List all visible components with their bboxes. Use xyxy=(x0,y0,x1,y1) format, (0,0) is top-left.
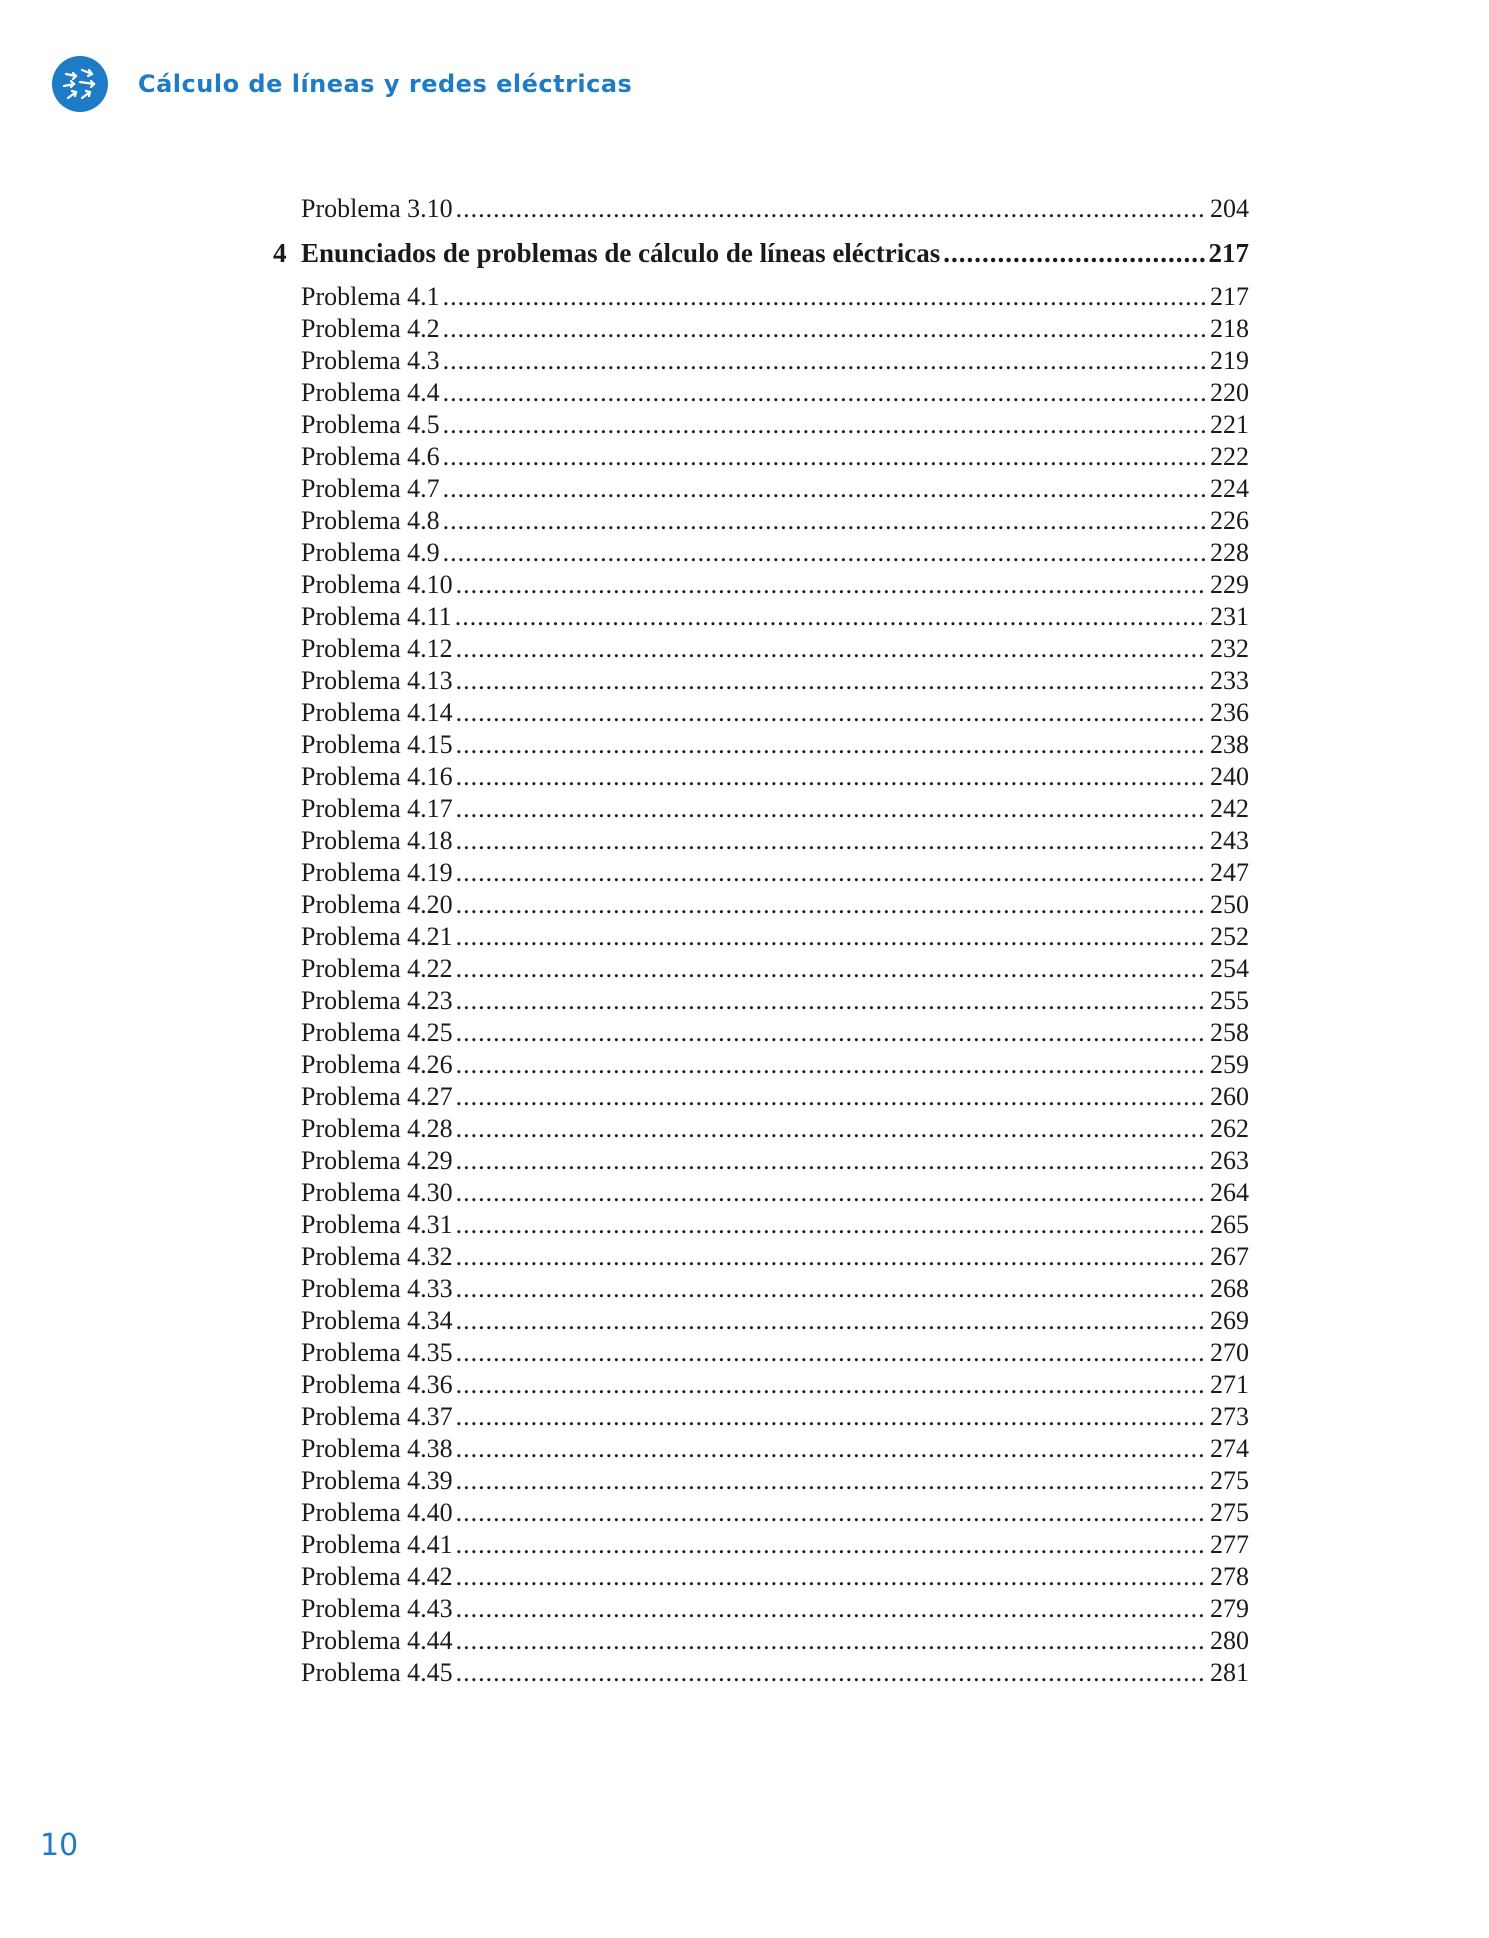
toc-entry-page: 269 xyxy=(1210,1306,1249,1335)
dot-leader xyxy=(456,1625,1207,1657)
dot-leader xyxy=(456,1081,1207,1113)
toc-entry-page: 228 xyxy=(1210,538,1249,567)
toc-entry[interactable] xyxy=(301,1049,1249,1081)
dot-leader xyxy=(443,473,1207,505)
toc-entry[interactable] xyxy=(301,1145,1249,1177)
toc-entry[interactable] xyxy=(301,1337,1249,1369)
toc-entry-label: Problema 4.26 xyxy=(301,1050,453,1079)
dot-leader xyxy=(943,235,1205,271)
toc-entry[interactable] xyxy=(301,409,1249,441)
toc-entry-page: 218 xyxy=(1210,314,1249,343)
toc-entry-label: Problema 4.29 xyxy=(301,1146,453,1175)
toc-entry-label: Problema 4.45 xyxy=(301,1658,453,1687)
toc-entry-label: Problema 4.21 xyxy=(301,922,453,951)
toc-entry[interactable] xyxy=(301,1497,1249,1529)
network-arrows-icon xyxy=(52,56,108,112)
toc-entry[interactable] xyxy=(301,1593,1249,1625)
toc-entry-label: Problema 4.28 xyxy=(301,1114,453,1143)
dot-leader xyxy=(456,569,1207,601)
toc-entry[interactable] xyxy=(301,1273,1249,1305)
toc-entry-page: 262 xyxy=(1210,1114,1249,1143)
toc-entry-label: Problema 4.2 xyxy=(301,314,440,343)
toc-entry-page: 231 xyxy=(1210,602,1249,631)
page-header xyxy=(52,56,632,112)
dot-leader xyxy=(455,601,1207,633)
toc-entry-page: 267 xyxy=(1210,1242,1249,1271)
dot-leader xyxy=(456,1017,1207,1049)
dot-leader xyxy=(456,825,1207,857)
toc-entry[interactable] xyxy=(301,1177,1249,1209)
toc-entry-page: 250 xyxy=(1210,890,1249,919)
dot-leader xyxy=(443,505,1207,537)
toc-entry[interactable] xyxy=(301,889,1249,921)
dot-leader xyxy=(443,377,1207,409)
toc-entry[interactable] xyxy=(301,1561,1249,1593)
chapter-page: 217 xyxy=(1208,238,1249,268)
dot-leader xyxy=(456,1593,1207,1625)
toc-entry[interactable] xyxy=(301,665,1249,697)
dot-leader xyxy=(456,1049,1207,1081)
toc-entry-label: Problema 4.38 xyxy=(301,1434,453,1463)
toc-entry-label: Problema 4.15 xyxy=(301,730,453,759)
toc-entry-label: Problema 4.25 xyxy=(301,1018,453,1047)
toc-entry-page: 252 xyxy=(1210,922,1249,951)
toc-entry[interactable] xyxy=(301,193,1249,225)
toc-entry-label: Problema 4.10 xyxy=(301,570,453,599)
dot-leader xyxy=(456,1433,1207,1465)
toc-entry-page: 232 xyxy=(1210,634,1249,663)
toc-entry-page: 233 xyxy=(1210,666,1249,695)
toc-entry[interactable] xyxy=(301,377,1249,409)
toc-entry-page: 219 xyxy=(1210,346,1249,375)
dot-leader xyxy=(456,1273,1207,1305)
toc-entry-label: Problema 3.10 xyxy=(301,194,453,223)
toc-entry-page: 255 xyxy=(1210,986,1249,1015)
toc-entry-label: Problema 4.6 xyxy=(301,442,440,471)
toc-entry-label: Problema 4.36 xyxy=(301,1370,453,1399)
toc-entry-label: Problema 4.8 xyxy=(301,506,440,535)
toc-entry-label: Problema 4.20 xyxy=(301,890,453,919)
toc-entry-page: 220 xyxy=(1210,378,1249,407)
toc-entry-page: 258 xyxy=(1210,1018,1249,1047)
toc-entry-page: 222 xyxy=(1210,442,1249,471)
toc-entry[interactable] xyxy=(301,697,1249,729)
toc-entry[interactable] xyxy=(301,1113,1249,1145)
toc-entry-page: 274 xyxy=(1210,1434,1249,1463)
toc-entry-label: Problema 4.5 xyxy=(301,410,440,439)
dot-leader xyxy=(456,1241,1207,1273)
header-title: Cálculo de líneas y redes eléctricas xyxy=(138,70,633,98)
toc-entry-page: 278 xyxy=(1210,1562,1249,1591)
toc-entry-label: Problema 4.4 xyxy=(301,378,440,407)
dot-leader xyxy=(443,345,1207,377)
toc-entry[interactable] xyxy=(301,985,1249,1017)
dot-leader xyxy=(456,1401,1207,1433)
toc-entry-page: 277 xyxy=(1210,1530,1249,1559)
toc-entry-page: 263 xyxy=(1210,1146,1249,1175)
toc-entry-page: 229 xyxy=(1210,570,1249,599)
toc-entry[interactable] xyxy=(301,281,1249,313)
toc-entry-label: Problema 4.3 xyxy=(301,346,440,375)
dot-leader xyxy=(456,1113,1207,1145)
dot-leader xyxy=(456,921,1207,953)
dot-leader xyxy=(456,1657,1207,1689)
toc-entry-label: Problema 4.41 xyxy=(301,1530,453,1559)
toc-entry[interactable] xyxy=(301,441,1249,473)
dot-leader xyxy=(443,537,1207,569)
dot-leader xyxy=(456,729,1207,761)
dot-leader xyxy=(456,889,1207,921)
toc-entry-page: 273 xyxy=(1210,1402,1249,1431)
toc-entry-page: 217 xyxy=(1210,282,1249,311)
toc-entry-page: 238 xyxy=(1210,730,1249,759)
dot-leader xyxy=(443,281,1207,313)
toc-entry-label: Problema 4.9 xyxy=(301,538,440,567)
toc-entry-page: 259 xyxy=(1210,1050,1249,1079)
toc-entry[interactable] xyxy=(301,1369,1249,1401)
toc-entry-label: Problema 4.27 xyxy=(301,1082,453,1111)
toc-entry[interactable] xyxy=(301,1625,1249,1657)
toc-entry-page: 221 xyxy=(1210,410,1249,439)
toc-entry[interactable] xyxy=(301,761,1249,793)
toc-entry[interactable] xyxy=(301,1465,1249,1497)
toc-entry-label: Problema 4.13 xyxy=(301,666,453,695)
toc-entry[interactable] xyxy=(301,505,1249,537)
toc-entry[interactable] xyxy=(301,1209,1249,1241)
toc-entry-page: 279 xyxy=(1210,1594,1249,1623)
toc-entry-page: 281 xyxy=(1210,1658,1249,1687)
toc-entry-label: Problema 4.18 xyxy=(301,826,453,855)
dot-leader xyxy=(456,1465,1207,1497)
toc-entry-label: Problema 4.1 xyxy=(301,282,440,311)
dot-leader xyxy=(456,1497,1207,1529)
dot-leader xyxy=(456,193,1207,225)
toc-entry-label: Problema 4.16 xyxy=(301,762,453,791)
toc-entry-page: 242 xyxy=(1210,794,1249,823)
chapter-number: 4 xyxy=(273,238,287,268)
toc-entry-page: 254 xyxy=(1210,954,1249,983)
toc-entry-page: 226 xyxy=(1210,506,1249,535)
toc-entry[interactable] xyxy=(301,1433,1249,1465)
toc-entry-page: 280 xyxy=(1210,1626,1249,1655)
toc-entry[interactable] xyxy=(301,825,1249,857)
dot-leader xyxy=(456,793,1207,825)
toc-entry-label: Problema 4.44 xyxy=(301,1626,453,1655)
toc-entry-label: Problema 4.42 xyxy=(301,1562,453,1591)
dot-leader xyxy=(456,1209,1207,1241)
toc-entry-label: Problema 4.43 xyxy=(301,1594,453,1623)
toc-chapter-entry[interactable] xyxy=(273,235,1249,271)
toc-entry[interactable] xyxy=(301,729,1249,761)
toc-entry[interactable] xyxy=(301,601,1249,633)
dot-leader xyxy=(456,857,1207,889)
dot-leader xyxy=(456,633,1207,665)
toc-entry-page: 264 xyxy=(1210,1178,1249,1207)
toc-entry[interactable] xyxy=(301,633,1249,665)
toc-entry-label: Problema 4.30 xyxy=(301,1178,453,1207)
dot-leader xyxy=(443,441,1207,473)
toc-entry-page: 275 xyxy=(1210,1498,1249,1527)
toc-entry-list xyxy=(273,281,1249,1689)
toc-entry-page: 268 xyxy=(1210,1274,1249,1303)
toc-entry-page: 265 xyxy=(1210,1210,1249,1239)
toc-entry-label: Problema 4.37 xyxy=(301,1402,453,1431)
toc-entry[interactable] xyxy=(301,1657,1249,1689)
dot-leader xyxy=(456,953,1207,985)
dot-leader xyxy=(443,313,1207,345)
toc-entry-label: Problema 4.22 xyxy=(301,954,453,983)
dot-leader xyxy=(456,1369,1207,1401)
toc-entry-label: Problema 4.40 xyxy=(301,1498,453,1527)
dot-leader xyxy=(443,409,1207,441)
table-of-contents xyxy=(273,193,1249,1689)
toc-entry[interactable] xyxy=(301,1529,1249,1561)
toc-entry-page: 224 xyxy=(1210,474,1249,503)
toc-entry[interactable] xyxy=(301,569,1249,601)
toc-entry[interactable] xyxy=(301,313,1249,345)
dot-leader xyxy=(456,1145,1207,1177)
toc-entry-label: Problema 4.11 xyxy=(301,602,452,631)
toc-entry-page: 270 xyxy=(1210,1338,1249,1367)
toc-entry[interactable] xyxy=(301,473,1249,505)
toc-entry-label: Problema 4.12 xyxy=(301,634,453,663)
toc-entry[interactable] xyxy=(301,1305,1249,1337)
toc-entry[interactable] xyxy=(301,921,1249,953)
toc-entry[interactable] xyxy=(301,1017,1249,1049)
dot-leader xyxy=(456,761,1207,793)
toc-entry-label: Problema 4.33 xyxy=(301,1274,453,1303)
dot-leader xyxy=(456,985,1207,1017)
chapter-title: Enunciados de problemas de cálculo de líneas eléctricas xyxy=(301,238,941,268)
toc-entry-label: Problema 4.39 xyxy=(301,1466,453,1495)
toc-entry-label: Problema 4.31 xyxy=(301,1210,453,1239)
toc-entry-page: 271 xyxy=(1210,1370,1249,1399)
toc-entry[interactable] xyxy=(301,1081,1249,1113)
toc-entry-page: 236 xyxy=(1210,698,1249,727)
toc-entry-label: Problema 4.17 xyxy=(301,794,453,823)
toc-entry-page: 240 xyxy=(1210,762,1249,791)
toc-entry-label: Problema 4.19 xyxy=(301,858,453,887)
toc-entry-label: Problema 4.34 xyxy=(301,1306,453,1335)
dot-leader xyxy=(456,665,1207,697)
toc-entry-label: Problema 4.35 xyxy=(301,1338,453,1367)
toc-entry-label: Problema 4.7 xyxy=(301,474,440,503)
toc-entry[interactable] xyxy=(301,345,1249,377)
toc-entry-page: 204 xyxy=(1210,194,1249,223)
dot-leader xyxy=(456,1177,1207,1209)
toc-entry-label: Problema 4.14 xyxy=(301,698,453,727)
toc-entry-page: 275 xyxy=(1210,1466,1249,1495)
dot-leader xyxy=(456,1305,1207,1337)
dot-leader xyxy=(456,1529,1207,1561)
dot-leader xyxy=(456,1561,1207,1593)
toc-entry[interactable] xyxy=(301,537,1249,569)
toc-entry[interactable] xyxy=(301,1401,1249,1433)
toc-entry[interactable] xyxy=(301,857,1249,889)
toc-entry-label: Problema 4.23 xyxy=(301,986,453,1015)
page-number: 10 xyxy=(40,1828,79,1863)
toc-entry-page: 260 xyxy=(1210,1082,1249,1111)
toc-entry-page: 243 xyxy=(1210,826,1249,855)
toc-entry-page: 247 xyxy=(1210,858,1249,887)
toc-entry[interactable] xyxy=(301,1241,1249,1273)
dot-leader xyxy=(456,1337,1207,1369)
toc-entry-label: Problema 4.32 xyxy=(301,1242,453,1271)
toc-entry[interactable] xyxy=(301,793,1249,825)
toc-entry[interactable] xyxy=(301,953,1249,985)
dot-leader xyxy=(456,697,1207,729)
